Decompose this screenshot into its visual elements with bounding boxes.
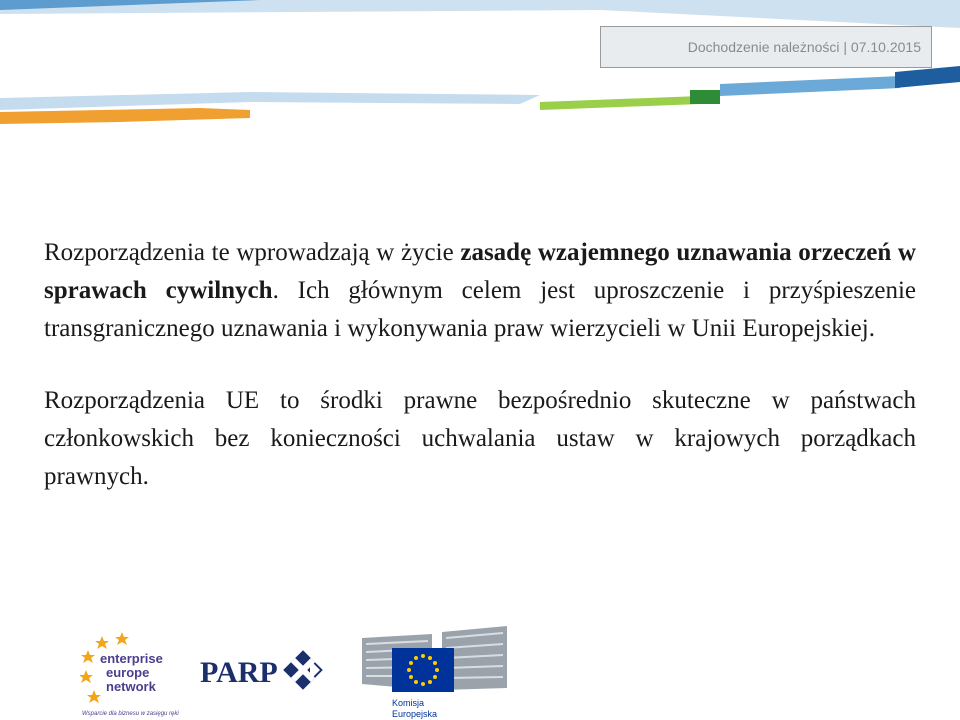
een-logo bbox=[80, 630, 180, 720]
ec-logo bbox=[362, 618, 512, 720]
slide-content bbox=[44, 234, 916, 496]
header-label: Dochodzenie należności | 07.10.2015 bbox=[600, 26, 932, 68]
parp-logo bbox=[198, 642, 328, 698]
paragraph-1-lead: Rozporządzenia te wprowadzają w życie bbox=[44, 239, 461, 266]
een-line3: network bbox=[106, 679, 156, 694]
paragraph-2: Rozporządzenia UE to środki prawne bezpośrednio skuteczne w państwach członkowskich bez konieczności uchwalania ustaw w krajowych porządkach prawnych. bbox=[44, 387, 916, 490]
ec-line2: Europejska bbox=[392, 709, 438, 719]
paragraph-1-tail: . Ich głównym celem jest uproszczenie i przyśpieszenie transgranicznego uznawania i wykonywania praw wierzycieli w Unii Europejskiej. bbox=[44, 277, 916, 342]
ec-line1: Komisja bbox=[392, 698, 425, 708]
een-line1: enterprise bbox=[100, 651, 163, 666]
paragraph-1 bbox=[44, 234, 916, 348]
paragraph-1-bold: zasadę wzajemnego uznawania orzeczeń w sprawach cywilnych bbox=[44, 239, 916, 304]
een-line2: europe bbox=[106, 665, 150, 680]
footer-logos bbox=[0, 600, 960, 720]
een-tagline: Wsparcie dla biznesu w zasięgu ręki bbox=[82, 711, 179, 717]
parp-name: PARP bbox=[200, 656, 278, 689]
